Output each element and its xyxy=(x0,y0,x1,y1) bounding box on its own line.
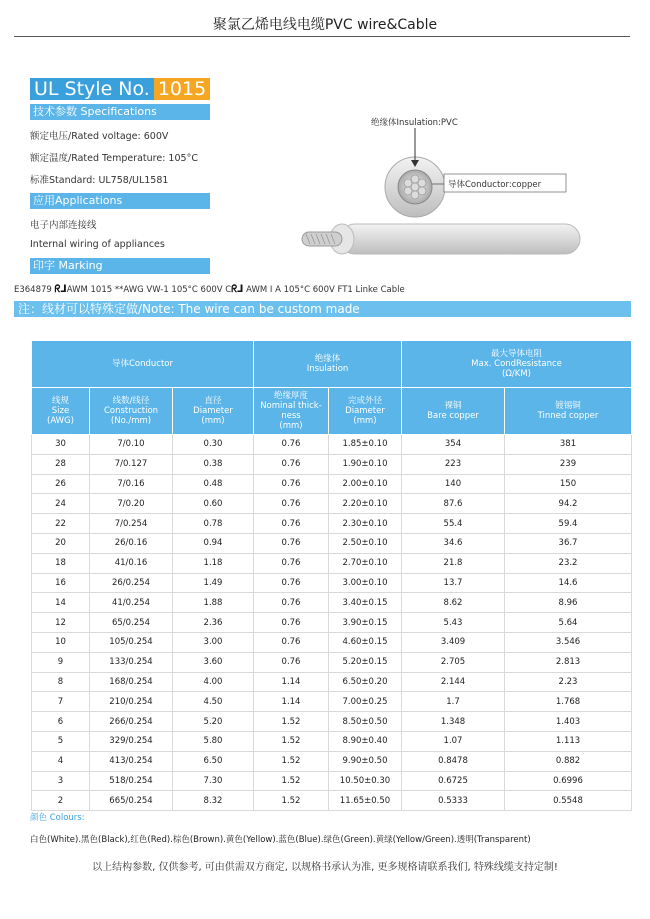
table-cell: 3.00 xyxy=(173,632,254,652)
table-cell: 266/0.254 xyxy=(90,712,173,732)
table-cell: 8 xyxy=(32,672,90,692)
table-cell: 3.40±0.15 xyxy=(329,593,402,613)
column-header: 完成外径 Diameter (mm) xyxy=(329,388,402,435)
table-cell: 2.70±0.10 xyxy=(329,553,402,573)
table-cell: 0.76 xyxy=(254,474,329,494)
table-cell: 518/0.254 xyxy=(90,771,173,791)
table-cell: 34.6 xyxy=(402,533,505,553)
spec-temperature: 额定温度/Rated Temperature: 105°C xyxy=(30,153,198,164)
table-cell: 0.76 xyxy=(254,613,329,633)
table-cell: 9.90±0.50 xyxy=(329,751,402,771)
table-cell: 8.62 xyxy=(402,593,505,613)
table-row xyxy=(32,692,632,712)
table-row xyxy=(32,731,632,751)
table-row xyxy=(32,435,632,455)
resistance-group-header: 最大导体电阻 Max. CondResistance (Ω/KM) xyxy=(402,341,632,388)
table-cell: 1.07 xyxy=(402,731,505,751)
table-cell: 26 xyxy=(32,474,90,494)
table-cell: 0.6996 xyxy=(505,771,632,791)
spec-voltage: 额定电压/Rated voltage: 600V xyxy=(30,131,169,142)
table-row xyxy=(32,454,632,474)
table-row xyxy=(32,751,632,771)
table-cell: 7/0.16 xyxy=(90,474,173,494)
table-cell: 55.4 xyxy=(402,514,505,534)
colours-list: 白色(White).黑色(Black),红色(Red).棕色(Brown).黄色(Yellow).蓝色(Blue).绿色(Green).黄绿(Yellow/Green).透明(Transparent) xyxy=(30,835,531,845)
table-row xyxy=(32,632,632,652)
table-cell: 94.2 xyxy=(505,494,632,514)
application-line-en: Internal wiring of appliances xyxy=(30,239,165,250)
style-number: 1015 xyxy=(154,78,210,100)
table-cell: 3.90±0.15 xyxy=(329,613,402,633)
table-cell: 5.20±0.15 xyxy=(329,652,402,672)
applications-heading: 应用Applications xyxy=(30,193,210,209)
marking-ft1-text: AWM I A 105°C 600V FT1 Linke Cable xyxy=(246,285,405,295)
table-cell: 5.64 xyxy=(505,613,632,633)
table-cell: 18 xyxy=(32,553,90,573)
table-cell: 0.6725 xyxy=(402,771,505,791)
table-cell: 0.60 xyxy=(173,494,254,514)
table-cell: 1.52 xyxy=(254,751,329,771)
table-cell: 41/0.16 xyxy=(90,553,173,573)
table-row xyxy=(32,613,632,633)
table-row xyxy=(32,771,632,791)
column-header: 绝缘厚度 Nominal thick- ness (mm) xyxy=(254,388,329,435)
table-cell: 665/0.254 xyxy=(90,791,173,811)
table-cell: 168/0.254 xyxy=(90,672,173,692)
table-cell: 16 xyxy=(32,573,90,593)
table-cell: 6.50 xyxy=(173,751,254,771)
table-cell: 6 xyxy=(32,712,90,732)
table-cell: 0.76 xyxy=(254,593,329,613)
table-row xyxy=(32,593,632,613)
table-cell: 11.65±0.50 xyxy=(329,791,402,811)
table-cell: 3.409 xyxy=(402,632,505,652)
table-cell: 1.52 xyxy=(254,771,329,791)
table-cell: 0.30 xyxy=(173,435,254,455)
conductor-label: 导体Conductor:copper xyxy=(448,180,542,190)
style-label: UL Style No. xyxy=(30,78,154,100)
table-cell: 36.7 xyxy=(505,533,632,553)
table-cell: 7.00±0.25 xyxy=(329,692,402,712)
table-row xyxy=(32,494,632,514)
table-cell: 7/0.254 xyxy=(90,514,173,534)
table-cell: 2.705 xyxy=(402,652,505,672)
table-cell: 10.50±0.30 xyxy=(329,771,402,791)
table-cell: 2.20±0.10 xyxy=(329,494,402,514)
table-cell: 0.882 xyxy=(505,751,632,771)
table-cell: 0.76 xyxy=(254,533,329,553)
wire-diagram xyxy=(280,110,610,270)
specifications-heading: 技术参数 Specifications xyxy=(30,104,210,120)
table-cell: 1.52 xyxy=(254,731,329,751)
ul-logo-icon: ᖇᒧ xyxy=(54,284,67,295)
table-cell: 26/0.16 xyxy=(90,533,173,553)
table-cell: 3.546 xyxy=(505,632,632,652)
table-cell: 1.49 xyxy=(173,573,254,593)
table-cell: 2.30±0.10 xyxy=(329,514,402,534)
table-cell: 381 xyxy=(505,435,632,455)
table-cell: 0.76 xyxy=(254,553,329,573)
table-cell: 2 xyxy=(32,791,90,811)
table-cell: 1.90±0.10 xyxy=(329,454,402,474)
table-row xyxy=(32,672,632,692)
table-cell: 9 xyxy=(32,652,90,672)
table-cell: 3.60 xyxy=(173,652,254,672)
table-cell: 87.6 xyxy=(402,494,505,514)
table-cell: 0.48 xyxy=(173,474,254,494)
table-cell: 3 xyxy=(32,771,90,791)
marking-awm-text: AWM 1015 **AWG VW-1 105°C 600V C xyxy=(66,285,232,295)
application-line-cn: 电子内部连接线 xyxy=(30,220,97,231)
table-cell: 8.96 xyxy=(505,593,632,613)
table-cell: 223 xyxy=(402,454,505,474)
table-cell: 1.403 xyxy=(505,712,632,732)
table-cell: 0.76 xyxy=(254,573,329,593)
table-cell: 150 xyxy=(505,474,632,494)
table-cell: 1.14 xyxy=(254,692,329,712)
table-cell: 23.2 xyxy=(505,553,632,573)
column-header: 线规 Size (AWG) xyxy=(32,388,90,435)
table-cell: 65/0.254 xyxy=(90,613,173,633)
table-cell: 30 xyxy=(32,435,90,455)
table-cell: 12 xyxy=(32,613,90,633)
footer-disclaimer: 以上结构参数, 仅供参考, 可由供需双方商定, 以规格书承认为准, 更多规格请联系我们, 特殊线缆支持定制! xyxy=(92,862,558,873)
table-cell: 0.78 xyxy=(173,514,254,534)
table-cell: 0.76 xyxy=(254,454,329,474)
table-row xyxy=(32,712,632,732)
marking-heading: 印字 Marking xyxy=(30,258,210,274)
table-row xyxy=(32,652,632,672)
cul-logo-icon: ᖇᒧ xyxy=(231,284,244,295)
table-cell: 26/0.254 xyxy=(90,573,173,593)
column-header: 裸铜 Bare copper xyxy=(402,388,505,435)
marking-file-number: E364879 xyxy=(14,285,52,295)
table-row xyxy=(32,573,632,593)
table-cell: 14.6 xyxy=(505,573,632,593)
table-cell: 0.76 xyxy=(254,514,329,534)
table-cell: 2.144 xyxy=(402,672,505,692)
table-cell: 7.30 xyxy=(173,771,254,791)
page-title: 聚氯乙烯电线电缆PVC wire&Cable xyxy=(212,17,438,33)
table-cell: 354 xyxy=(402,435,505,455)
table-cell: 0.76 xyxy=(254,494,329,514)
insulation-label: 绝缘体Insulation:PVC xyxy=(371,118,458,128)
table-cell: 105/0.254 xyxy=(90,632,173,652)
table-cell: 14 xyxy=(32,593,90,613)
table-cell: 1.14 xyxy=(254,672,329,692)
table-cell: 2.50±0.10 xyxy=(329,533,402,553)
table-cell: 6.50±0.20 xyxy=(329,672,402,692)
table-cell: 1.88 xyxy=(173,593,254,613)
spec-table xyxy=(31,340,632,811)
table-cell: 0.76 xyxy=(254,632,329,652)
table-cell: 7/0.20 xyxy=(90,494,173,514)
table-cell: 2.36 xyxy=(173,613,254,633)
style-title xyxy=(30,78,210,100)
table-cell: 0.76 xyxy=(254,652,329,672)
table-row xyxy=(32,553,632,573)
table-cell: 8.90±0.40 xyxy=(329,731,402,751)
table-cell: 329/0.254 xyxy=(90,731,173,751)
table-cell: 5 xyxy=(32,731,90,751)
table-row xyxy=(32,474,632,494)
table-cell: 1.768 xyxy=(505,692,632,712)
spec-standard: 标准Standard: UL758/UL1581 xyxy=(30,175,169,186)
table-cell: 133/0.254 xyxy=(90,652,173,672)
table-cell: 4.50 xyxy=(173,692,254,712)
table-cell: 239 xyxy=(505,454,632,474)
table-row xyxy=(32,791,632,811)
table-cell: 7/0.10 xyxy=(90,435,173,455)
table-cell: 0.5548 xyxy=(505,791,632,811)
custom-note: 注：线材可以特殊定做/Note: The wire can be custom made xyxy=(14,301,631,317)
table-cell: 20 xyxy=(32,533,90,553)
table-cell: 2.813 xyxy=(505,652,632,672)
table-cell: 5.80 xyxy=(173,731,254,751)
table-cell: 7 xyxy=(32,692,90,712)
table-cell: 1.52 xyxy=(254,712,329,732)
insulation-group-header: 绝缘体 Insulation xyxy=(254,341,402,388)
table-cell: 1.348 xyxy=(402,712,505,732)
title-divider xyxy=(14,36,630,37)
table-cell: 8.50±0.50 xyxy=(329,712,402,732)
column-header: 线数/线径 Construction (No./mm) xyxy=(90,388,173,435)
table-cell: 2.23 xyxy=(505,672,632,692)
marking-text xyxy=(14,284,405,295)
table-cell: 21.8 xyxy=(402,553,505,573)
table-cell: 1.85±0.10 xyxy=(329,435,402,455)
table-cell: 4.60±0.15 xyxy=(329,632,402,652)
table-cell: 22 xyxy=(32,514,90,534)
table-row xyxy=(32,533,632,553)
table-cell: 0.5333 xyxy=(402,791,505,811)
table-cell: 10 xyxy=(32,632,90,652)
table-cell: 3.00±0.10 xyxy=(329,573,402,593)
table-cell: 7/0.127 xyxy=(90,454,173,474)
table-cell: 28 xyxy=(32,454,90,474)
table-row xyxy=(32,514,632,534)
table-cell: 4 xyxy=(32,751,90,771)
table-cell: 210/0.254 xyxy=(90,692,173,712)
table-cell: 0.94 xyxy=(173,533,254,553)
table-cell: 1.7 xyxy=(402,692,505,712)
table-cell: 413/0.254 xyxy=(90,751,173,771)
wire-illustration xyxy=(280,110,610,270)
column-header: 镀锡铜 Tinned copper xyxy=(505,388,632,435)
table-cell: 4.00 xyxy=(173,672,254,692)
table-cell: 1.52 xyxy=(254,791,329,811)
colours-label: 颜色 Colours: xyxy=(30,813,85,823)
table-cell: 41/0.254 xyxy=(90,593,173,613)
table-cell: 2.00±0.10 xyxy=(329,474,402,494)
table-cell: 0.38 xyxy=(173,454,254,474)
table-cell: 8.32 xyxy=(173,791,254,811)
table-cell: 5.43 xyxy=(402,613,505,633)
column-header: 直径 Diameter (mm) xyxy=(173,388,254,435)
table-cell: 0.76 xyxy=(254,435,329,455)
conductor-group-header: 导体Conductor xyxy=(32,341,254,388)
table-cell: 1.18 xyxy=(173,553,254,573)
table-cell: 1.113 xyxy=(505,731,632,751)
table-cell: 59.4 xyxy=(505,514,632,534)
table-cell: 5.20 xyxy=(173,712,254,732)
table-cell: 0.8478 xyxy=(402,751,505,771)
table-cell: 24 xyxy=(32,494,90,514)
table-cell: 13.7 xyxy=(402,573,505,593)
table-cell: 140 xyxy=(402,474,505,494)
